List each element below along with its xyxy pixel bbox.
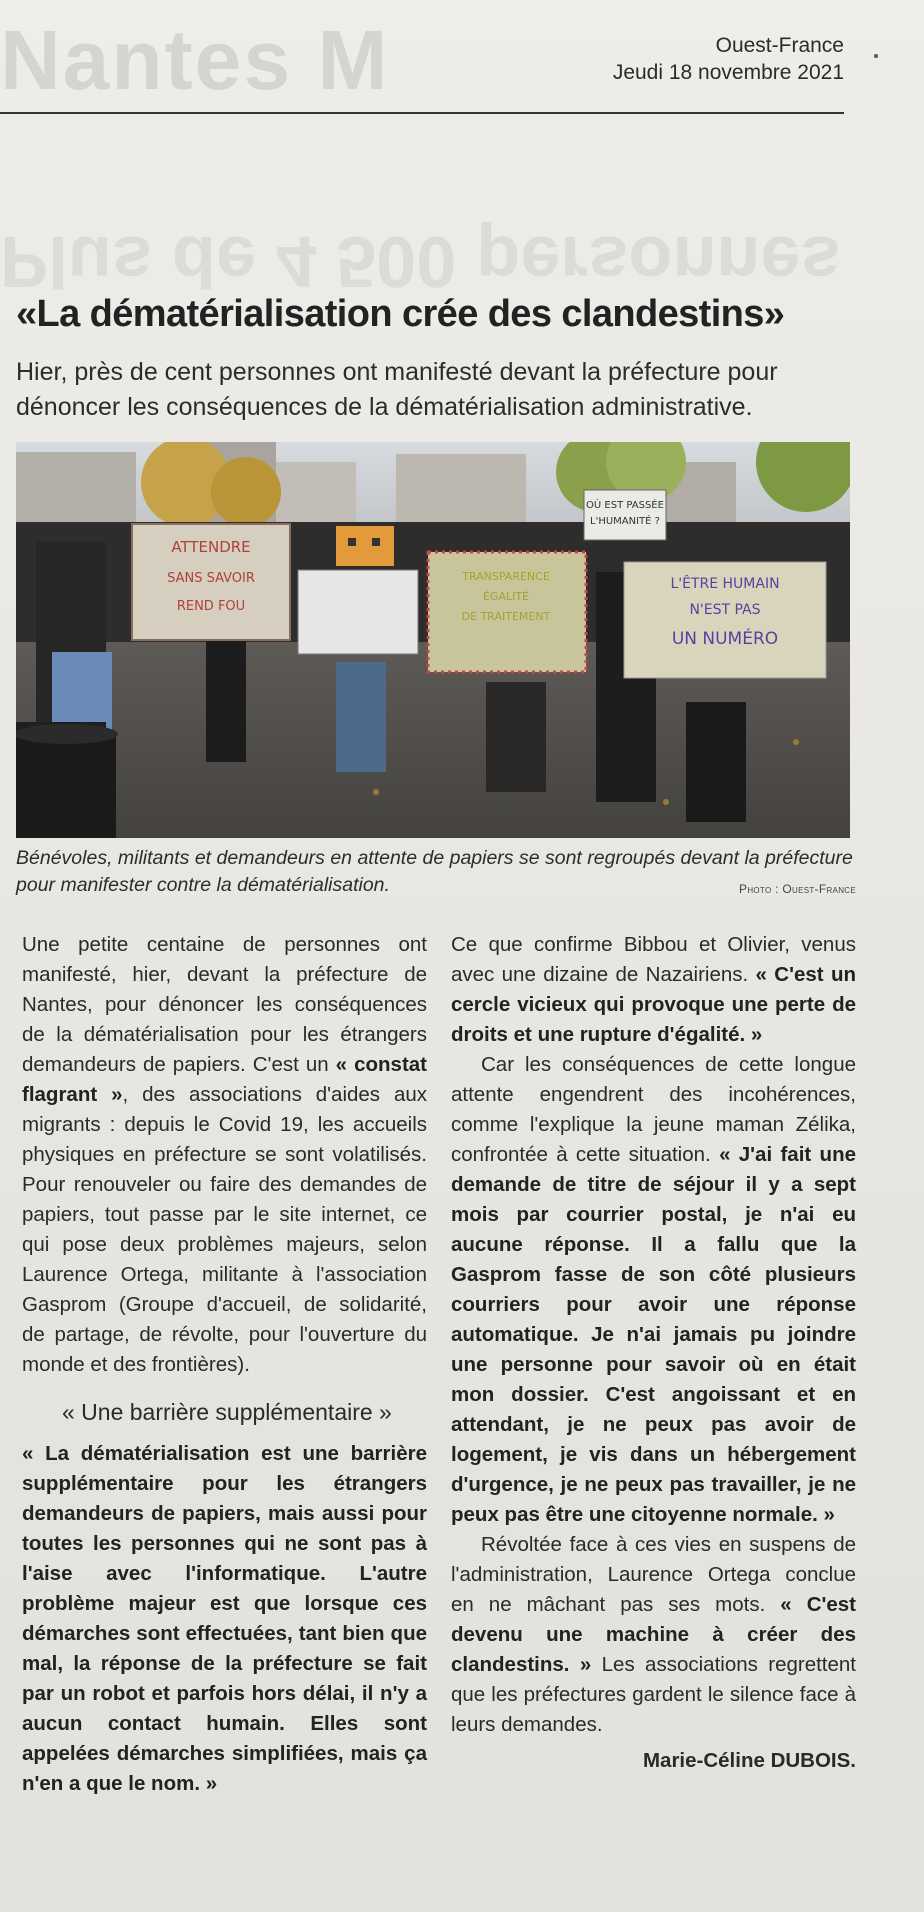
svg-text:UN NUMÉRO: UN NUMÉRO bbox=[671, 629, 779, 649]
svg-text:DE TRAITEMENT: DE TRAITEMENT bbox=[461, 610, 551, 623]
article-photo bbox=[16, 442, 850, 838]
paragraph-3 bbox=[451, 1050, 856, 1530]
p2-quote: « La dématérialisation est une barrière supplémentaire pour les étrangers demandeurs de papiers, mais aussi pour toutes les personnes qui ne sont pas à l'aise avec l'informatique. L'autre problème majeur est que lorsque ces démarches sont effectuées, tant bien que mal, la réponse de la préfecture se fait par un robot et parfois hors délai, il n'y a aucun contact humain. Elles sont appelées démarches simplifiées, mais ça n'en a que le nom. » bbox=[22, 1442, 427, 1795]
svg-text:N'EST PAS: N'EST PAS bbox=[689, 602, 761, 618]
issue-date: Jeudi 18 novembre 2021 bbox=[612, 61, 844, 84]
photo-caption bbox=[16, 845, 856, 899]
article-column-left bbox=[22, 930, 427, 1799]
svg-text:SANS SAVOIR: SANS SAVOIR bbox=[167, 571, 255, 586]
protest-photo-illustration bbox=[16, 442, 850, 838]
paragraph-2-tail bbox=[451, 930, 856, 1050]
bleed-through-text: Nantes M bbox=[0, 13, 390, 107]
svg-text:REND FOU: REND FOU bbox=[176, 599, 246, 614]
header-rule bbox=[0, 112, 844, 114]
caption-text: Bénévoles, militants et demandeurs en attente de papiers se sont regroupés devant la préfecture pour manifester contre la dématérialisation. bbox=[16, 847, 853, 896]
p1-quote: « constat flagrant » bbox=[22, 1053, 427, 1106]
svg-text:TRANSPARENCE: TRANSPARENCE bbox=[462, 570, 550, 583]
article-headline: «La dématérialisation crée des clandestins» bbox=[16, 293, 785, 335]
p4-text-a: Révoltée face à ces vies en suspens de l'administration, Laurence Ortega conclue en ne mâchant pas ses mots. bbox=[451, 1533, 856, 1616]
paragraph-2 bbox=[22, 1439, 427, 1799]
print-dot bbox=[874, 54, 878, 58]
svg-text:ÉGALITÉ: ÉGALITÉ bbox=[482, 590, 530, 603]
paragraph-4 bbox=[451, 1530, 856, 1740]
paragraph-1 bbox=[22, 930, 427, 1380]
masthead bbox=[613, 32, 844, 86]
intertitle: « Une barrière supplémentaire » bbox=[62, 1399, 392, 1425]
p4-quote: « C'est devenu une machine à créer des clandestins. » bbox=[451, 1593, 857, 1676]
author-signature: Marie-Céline DUBOIS. bbox=[642, 1749, 856, 1772]
photo-credit: Photo : Ouest-France bbox=[739, 882, 856, 896]
bleed-through-text-2: Plus de 4 500 personnes bbox=[0, 221, 841, 301]
p1-text-c: , des associations d'aides aux migrants : depuis le Covid 19, les accueils physiques en préfecture se sont volatilisés. Pour renouveler ou faire des demandes de papiers, tout passe par le site internet, ce qui pose deux problèmes majeurs, selon Laurence Ortega, militante à l'association Gasprom (Groupe d'accueil, de solidarité, de partage, de révolte, pour l'ouverture du monde et des frontières). bbox=[22, 1083, 427, 1376]
p1-text-a: Une petite centaine de personnes ont manifesté, hier, devant la préfecture de Nantes, pour dénoncer les conséquences de la dématérialisation pour les étrangers demandeurs de papiers. C'est un bbox=[22, 933, 427, 1076]
p4-text-c: Les associations regrettent que les préfectures gardent le silence face à leurs demandes. bbox=[451, 1653, 856, 1736]
p3-quote: « J'ai fait une demande de titre de séjour il y a sept mois par courrier postal, je n'ai eu aucune réponse. Il a fallu que la Gasprom fasse de son côté plusieurs courriers pour avoir une réponse automatique. Je n'ai jamais pu joindre une personne pour savoir où en était mon dossier. C'est angoissant et en attendant, je ne peux pas avoir de logement, je vis dans un hébergement d'urgence, je ne peux pas travailler, je ne peux pas être une citoyenne normale. » bbox=[451, 1143, 856, 1526]
article-column-right bbox=[451, 930, 856, 1776]
article-standfirst: Hier, près de cent personnes ont manifesté devant la préfecture pour dénoncer les conséquences de la dématérialisation administrative. bbox=[16, 358, 778, 421]
svg-text:L'HUMANITÉ ?: L'HUMANITÉ ? bbox=[590, 516, 660, 527]
p3-text: Car les conséquences de cette longue attente engendrent des incohérences, comme l'explique la jeune maman Zélika, confrontée à cette situation. bbox=[451, 1053, 856, 1166]
svg-text:OÙ EST PASSÉE: OÙ EST PASSÉE bbox=[586, 500, 664, 511]
paper-name: Ouest-France bbox=[715, 34, 844, 57]
p2-tail-quote: « C'est un cercle vicieux qui provoque une perte de droits et une rupture d'égalité. » bbox=[451, 963, 856, 1046]
svg-text:L'ÊTRE HUMAIN: L'ÊTRE HUMAIN bbox=[670, 576, 780, 592]
p2-tail-text: Ce que confirme Bibbou et Olivier, venus avec une dizaine de Nazairiens. bbox=[451, 933, 856, 986]
svg-text:ATTENDRE: ATTENDRE bbox=[171, 538, 251, 556]
